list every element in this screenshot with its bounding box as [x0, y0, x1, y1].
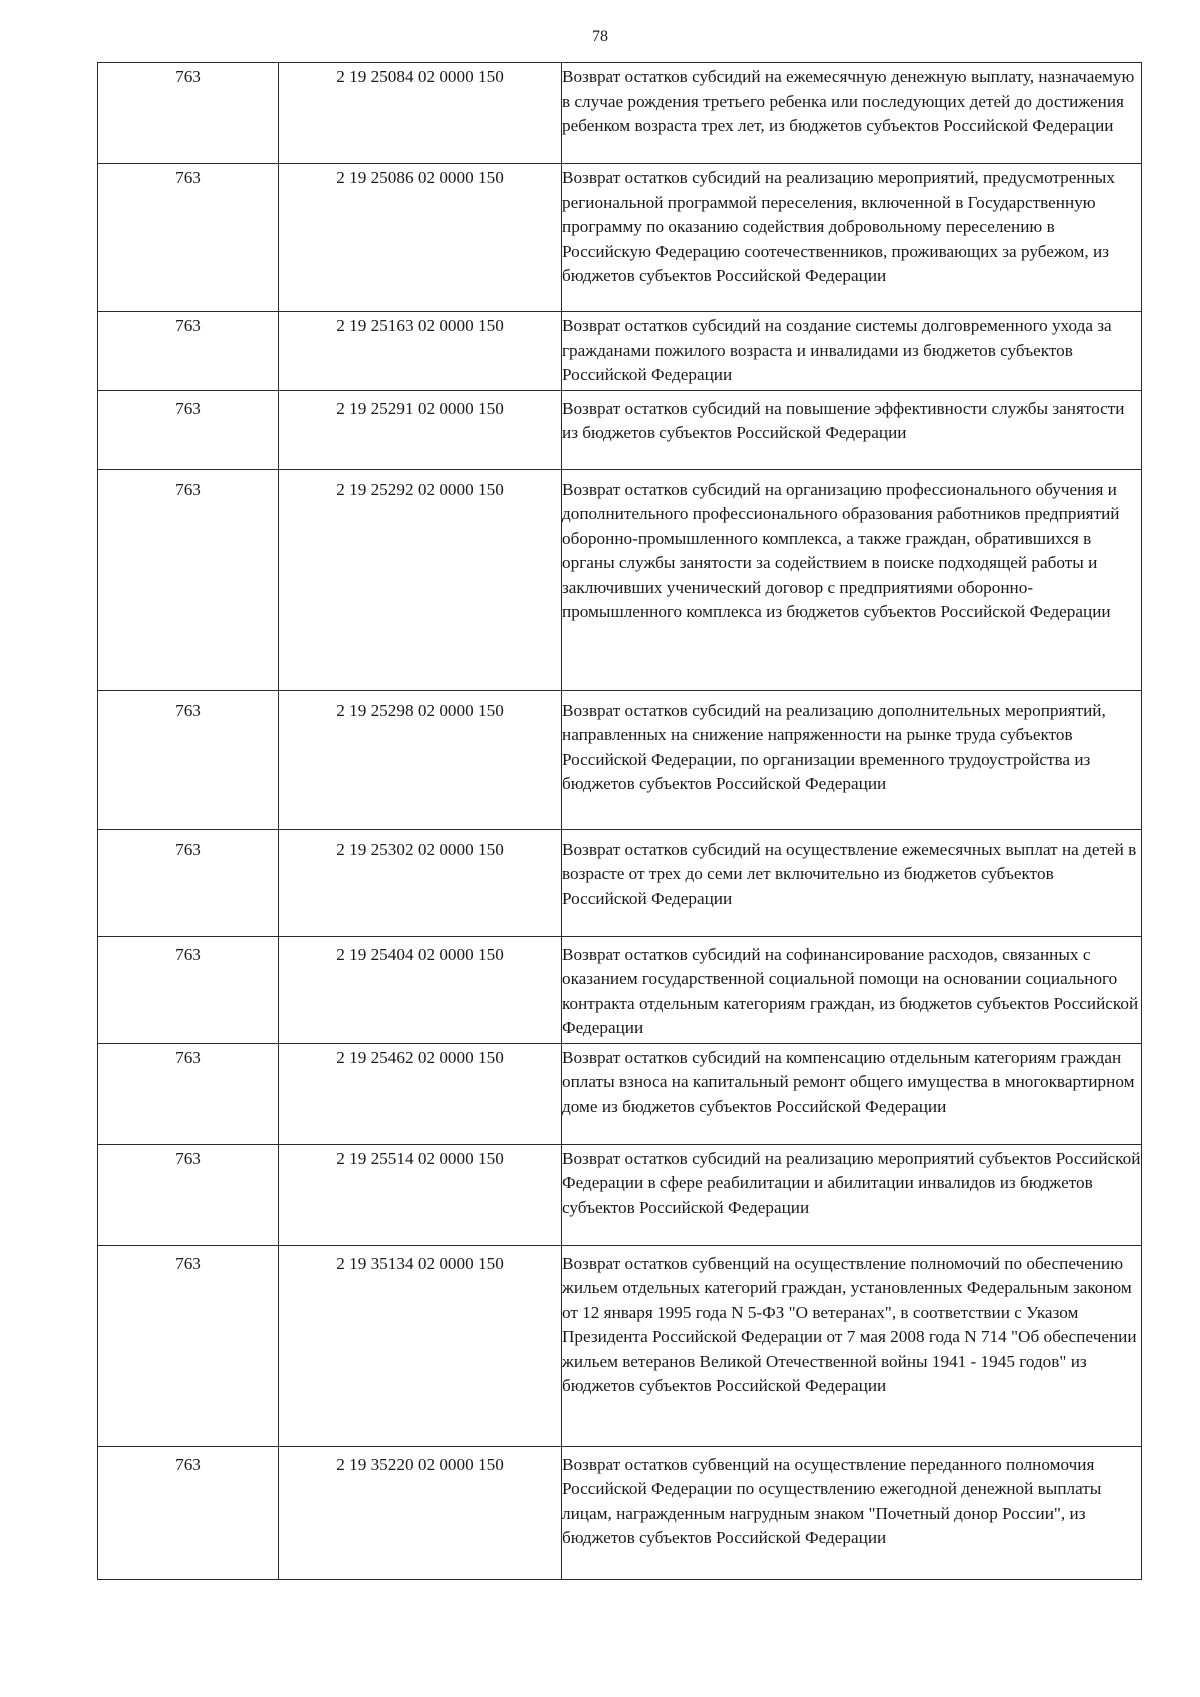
admin-code-cell: 763 — [98, 936, 279, 1043]
table-row — [98, 390, 1142, 469]
table-row — [98, 63, 1142, 164]
budget-code-cell: 2 19 25298 02 0000 150 — [279, 690, 562, 829]
description-cell: Возврат остатков субсидий на осуществление ежемесячных выплат на детей в возрасте от трех до семи лет включительно из бюджетов субъектов Российской Федерации — [562, 829, 1142, 936]
admin-code-cell: 763 — [98, 1043, 279, 1144]
budget-code-cell: 2 19 25086 02 0000 150 — [279, 164, 562, 312]
table-row — [98, 690, 1142, 829]
budget-code-cell: 2 19 25404 02 0000 150 — [279, 936, 562, 1043]
budget-code-cell: 2 19 35220 02 0000 150 — [279, 1446, 562, 1579]
budget-code-cell: 2 19 25292 02 0000 150 — [279, 469, 562, 690]
admin-code-cell: 763 — [98, 1144, 279, 1245]
table-row — [98, 829, 1142, 936]
description-cell: Возврат остатков субсидий на организацию профессионального обучения и дополнительного профессионального образования работников предприятий оборонно-промышленного комплекса, а также граждан, обратившихся в органы службы занятости за содействием в поиске подходящей работы и заключивших ученический договор с предприятиями оборонно-промышленного комплекса из бюджетов субъектов Российской Федерации — [562, 469, 1142, 690]
description-cell: Возврат остатков субсидий на софинансирование расходов, связанных с оказанием государственной социальной помощи на основании социального контракта отдельным категориям граждан, из бюджетов субъектов Российской Федерации — [562, 936, 1142, 1043]
budget-code-cell: 2 19 25302 02 0000 150 — [279, 829, 562, 936]
budget-code-cell: 2 19 25084 02 0000 150 — [279, 63, 562, 164]
admin-code-cell: 763 — [98, 829, 279, 936]
table-row — [98, 312, 1142, 391]
description-cell: Возврат остатков субсидий на реализацию дополнительных мероприятий, направленных на снижение напряженности на рынке труда субъектов Российской Федерации, по организации временного трудоустройства из бюджетов субъектов Российской Федерации — [562, 690, 1142, 829]
table-row — [98, 1043, 1142, 1144]
budget-codes-table — [97, 62, 1142, 1580]
table-row — [98, 1144, 1142, 1245]
budget-code-cell: 2 19 25462 02 0000 150 — [279, 1043, 562, 1144]
description-cell: Возврат остатков субсидий на ежемесячную денежную выплату, назначаемую в случае рождения третьего ребенка или последующих детей до достижения ребенком возраста трех лет, из бюджетов субъектов Российской Федерации — [562, 63, 1142, 164]
description-cell: Возврат остатков субсидий на реализацию мероприятий, предусмотренных региональной программой переселения, включенной в Государственную программу по оказанию содействия добровольному переселению в Российскую Федерацию соотечественников, проживающих за рубежом, из бюджетов субъектов Российской Федерации — [562, 164, 1142, 312]
budget-code-cell: 2 19 25291 02 0000 150 — [279, 390, 562, 469]
table-row — [98, 1446, 1142, 1579]
description-cell: Возврат остатков субсидий на компенсацию отдельным категориям граждан оплаты взноса на капитальный ремонт общего имущества в многоквартирном доме из бюджетов субъектов Российской Федерации — [562, 1043, 1142, 1144]
page-number: 78 — [592, 28, 608, 45]
description-cell: Возврат остатков субсидий на повышение эффективности службы занятости из бюджетов субъектов Российской Федерации — [562, 390, 1142, 469]
admin-code-cell: 763 — [98, 164, 279, 312]
admin-code-cell: 763 — [98, 312, 279, 391]
table-row — [98, 164, 1142, 312]
description-cell: Возврат остатков субсидий на реализацию мероприятий субъектов Российской Федерации в сфере реабилитации и абилитации инвалидов из бюджетов субъектов Российской Федерации — [562, 1144, 1142, 1245]
admin-code-cell: 763 — [98, 63, 279, 164]
budget-code-cell: 2 19 25514 02 0000 150 — [279, 1144, 562, 1245]
admin-code-cell: 763 — [98, 690, 279, 829]
admin-code-cell: 763 — [98, 469, 279, 690]
description-cell: Возврат остатков субвенций на осуществление переданного полномочия Российской Федерации по осуществлению ежегодной денежной выплаты лицам, награжденным нагрудным знаком "Почетный донор России", из бюджетов субъектов Российской Федерации — [562, 1446, 1142, 1579]
table-row — [98, 1245, 1142, 1446]
admin-code-cell: 763 — [98, 1245, 279, 1446]
admin-code-cell: 763 — [98, 1446, 279, 1579]
budget-code-cell: 2 19 25163 02 0000 150 — [279, 312, 562, 391]
table-row — [98, 469, 1142, 690]
table-row — [98, 936, 1142, 1043]
admin-code-cell: 763 — [98, 390, 279, 469]
description-cell: Возврат остатков субвенций на осуществление полномочий по обеспечению жильем отдельных категорий граждан, установленных Федеральным законом от 12 января 1995 года N 5-ФЗ "О ветеранах", в соответствии с Указом Президента Российской Федерации от 7 мая 2008 года N 714 "Об обеспечении жильем ветеранов Великой Отечественной войны 1941 - 1945 годов" из бюджетов субъектов Российской Федерации — [562, 1245, 1142, 1446]
description-cell: Возврат остатков субсидий на создание системы долговременного ухода за гражданами пожилого возраста и инвалидами из бюджетов субъектов Российской Федерации — [562, 312, 1142, 391]
budget-code-cell: 2 19 35134 02 0000 150 — [279, 1245, 562, 1446]
